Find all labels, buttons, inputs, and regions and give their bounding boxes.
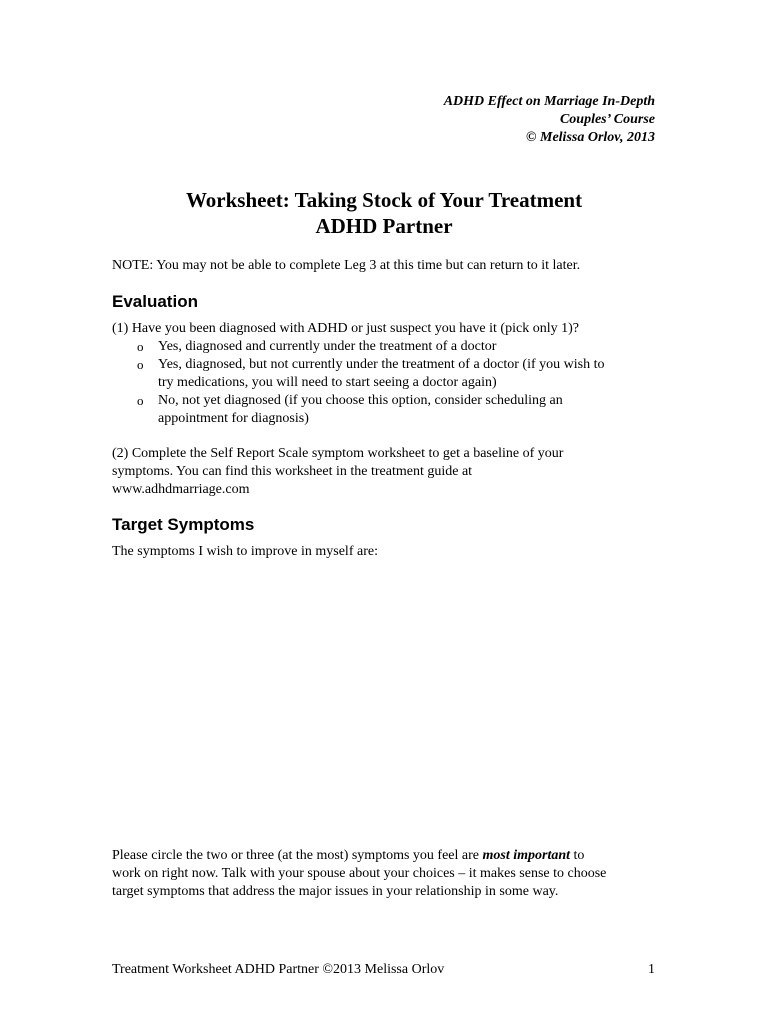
option-1-line-1: Yes, diagnosed and currently under the treatment of a doctor: [158, 339, 497, 354]
bullet-icon: o: [137, 339, 144, 354]
emphasis-text: most important: [482, 848, 571, 863]
instruction-line-1: [112, 847, 657, 865]
page-number: 1: [648, 962, 655, 977]
question-1: (1) Have you been diagnosed with ADHD or just suspect you have it (pick only 1)?: [112, 321, 579, 336]
evaluation-heading: Evaluation: [112, 292, 198, 311]
note-text: NOTE: You may not be able to complete Leg 3 at this time but can return to it later.: [112, 258, 581, 273]
question-2-line-2: symptoms. You can find this worksheet in the treatment guide at: [112, 464, 473, 479]
bullet-icon: o: [137, 357, 144, 372]
option-3-line-2: appointment for diagnosis): [158, 411, 309, 426]
question-2-link: www.adhdmarriage.com: [112, 482, 250, 497]
footer-text: Treatment Worksheet ADHD Partner ©2013 Melissa Orlov: [112, 962, 445, 977]
instruction-line-3: target symptoms that address the major issues in your relationship in some way.: [112, 884, 559, 899]
worksheet-title: Worksheet: Taking Stock of Your Treatment: [185, 188, 583, 212]
option-2-line-2: try medications, you will need to start seeing a doctor again): [158, 375, 497, 390]
option-3-line-1: No, not yet diagnosed (if you choose this option, consider scheduling an: [158, 393, 563, 408]
instruction-text: to: [570, 848, 585, 863]
bullet-icon: o: [137, 393, 144, 408]
course-subtitle-line: Couples’ Course: [559, 112, 655, 127]
target-symptoms-heading: Target Symptoms: [112, 515, 255, 534]
option-2-line-1: Yes, diagnosed, but not currently under the treatment of a doctor (if you wish to: [158, 357, 605, 372]
instruction-text: Please circle the two or three (at the most) symptoms you feel are: [112, 848, 483, 863]
course-title-line: ADHD Effect on Marriage In-Depth: [443, 94, 655, 109]
copyright-line: © Melissa Orlov, 2013: [526, 130, 655, 145]
target-symptoms-prompt: The symptoms I wish to improve in myself are:: [112, 544, 378, 559]
instruction-line-2: work on right now. Talk with your spouse about your choices – it makes sense to choose: [112, 866, 607, 881]
worksheet-subtitle: ADHD Partner: [315, 214, 453, 238]
question-2-line-1: (2) Complete the Self Report Scale symptom worksheet to get a baseline of your: [112, 446, 564, 461]
